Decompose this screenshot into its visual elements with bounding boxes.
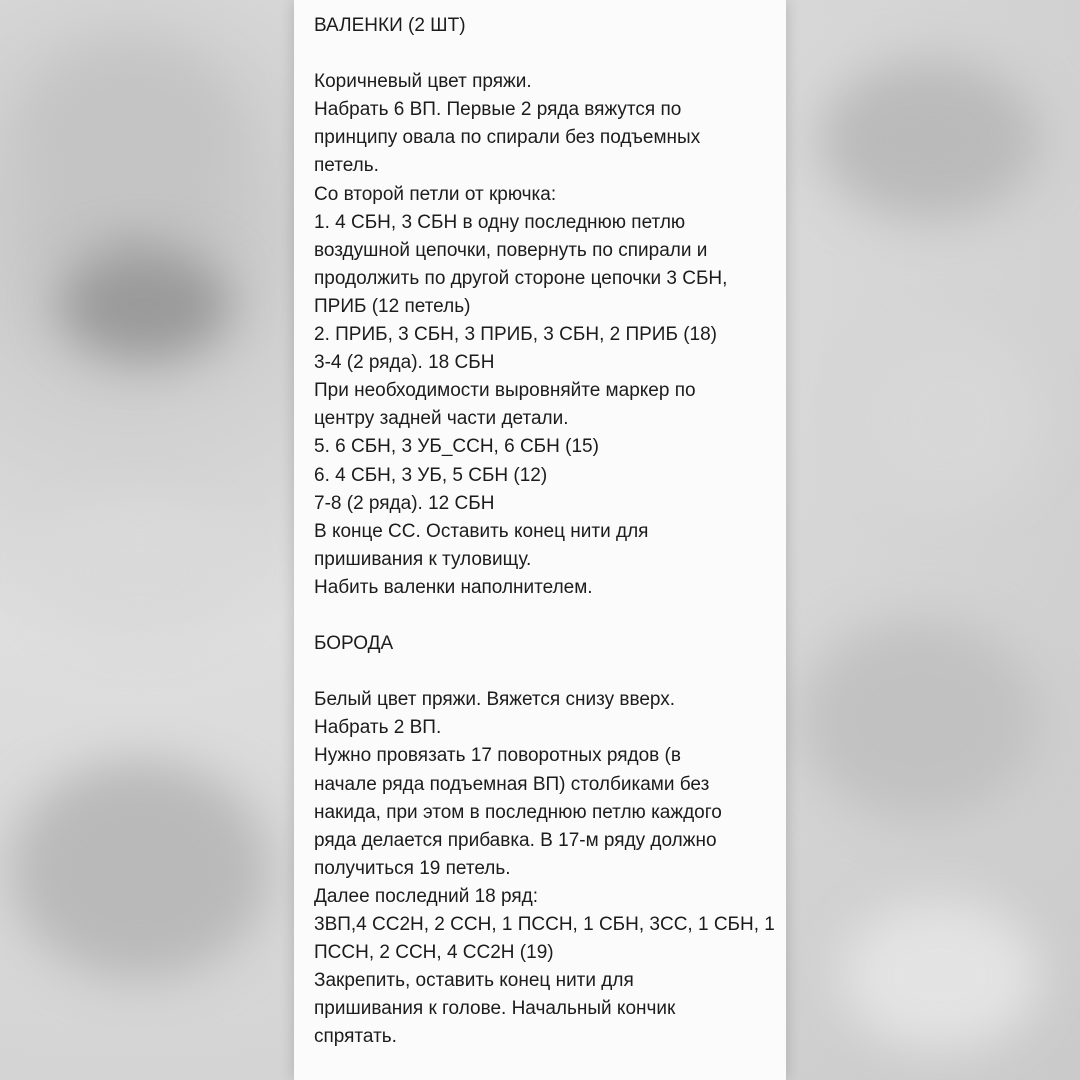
text-line: В конце СС. Оставить конец нити для	[314, 520, 649, 542]
text-line: Коричневый цвет пряжи.	[314, 71, 532, 93]
text-line: спрятать.	[314, 1026, 397, 1048]
background-blur-shape	[10, 760, 270, 980]
text-line: 2. ПРИБ, 3 СБН, 3 ПРИБ, 3 СБН, 2 ПРИБ (18)	[314, 324, 717, 346]
section-title: БОРОДА	[314, 633, 394, 655]
text-line: Белый цвет пряжи. Вяжется снизу вверх.	[314, 689, 676, 711]
spacer	[314, 602, 764, 630]
text-line: Со второй петли от крючка:	[314, 183, 557, 205]
text-line: Набить валенки наполнителем.	[314, 576, 593, 598]
background-blur-shape	[860, 330, 1040, 510]
text-line: 3-4 (2 ряда). 18 СБН	[314, 352, 495, 374]
text-line: петель.	[314, 155, 379, 177]
text-line: Набрать 2 ВП.	[314, 717, 442, 739]
text-line: 1. 4 СБН, 3 СБН в одну последнюю петлю	[314, 211, 686, 233]
background-blur-shape	[800, 620, 1040, 820]
section-title: ВАЛЕНКИ (2 ШТ)	[314, 15, 466, 36]
text-line: продолжить по другой стороне цепочки 3 СБН,	[314, 267, 728, 289]
text-line: начале ряда подъемная ВП) столбиками без	[314, 773, 710, 795]
text-line: получиться 19 петель.	[314, 857, 511, 879]
text-line: Нужно провязать 17 поворотных рядов (в	[314, 745, 681, 767]
background-blur-shape	[820, 60, 1040, 220]
text-line: 6. 4 СБН, 3 УБ, 5 СБН (12)	[314, 464, 548, 486]
document-page	[294, 0, 786, 1080]
text-line: 5. 6 СБН, 3 УБ_ССН, 6 СБН (15)	[314, 436, 599, 458]
text-line: 3ВП,4 СС2Н, 2 ССН, 1 ПССН, 1 СБН, 3СС, 1 СБН, 1	[314, 914, 775, 935]
text-line: принципу овала по спирали без подъемных	[314, 127, 701, 149]
text-line: центру задней части детали.	[314, 408, 569, 430]
text-line: При необходимости выровняйте маркер по	[314, 380, 696, 402]
text-line: пришивания к туловищу.	[314, 548, 532, 570]
text-line: Закрепить, оставить конец нити для	[314, 970, 634, 992]
text-line: Далее последний 18 ряд:	[314, 885, 539, 907]
background-blur-shape	[40, 500, 240, 640]
text-line: 7-8 (2 ряда). 12 СБН	[314, 492, 495, 514]
section-beard	[314, 602, 775, 1052]
text-line: Набрать 6 ВП. Первые 2 ряда вяжутся по	[314, 99, 682, 121]
spacer	[314, 658, 764, 686]
text-line: воздушной цепочки, повернуть по спирали и	[314, 239, 708, 261]
background-blur-shape	[20, 40, 240, 220]
background-blur-shape	[60, 250, 230, 360]
section-valenki	[314, 12, 764, 602]
text-line: ряда делается прибавка. В 17-м ряду должно	[314, 829, 717, 851]
text-line: ПССН, 2 ССН, 4 СС2Н (19)	[314, 942, 554, 964]
background-blur-shape	[840, 900, 1040, 1050]
spacer	[314, 40, 764, 68]
text-line: ПРИБ (12 петель)	[314, 295, 471, 317]
text-line: пришивания к голове. Начальный кончик	[314, 998, 676, 1020]
text-line: накида, при этом в последнюю петлю каждого	[314, 801, 722, 823]
